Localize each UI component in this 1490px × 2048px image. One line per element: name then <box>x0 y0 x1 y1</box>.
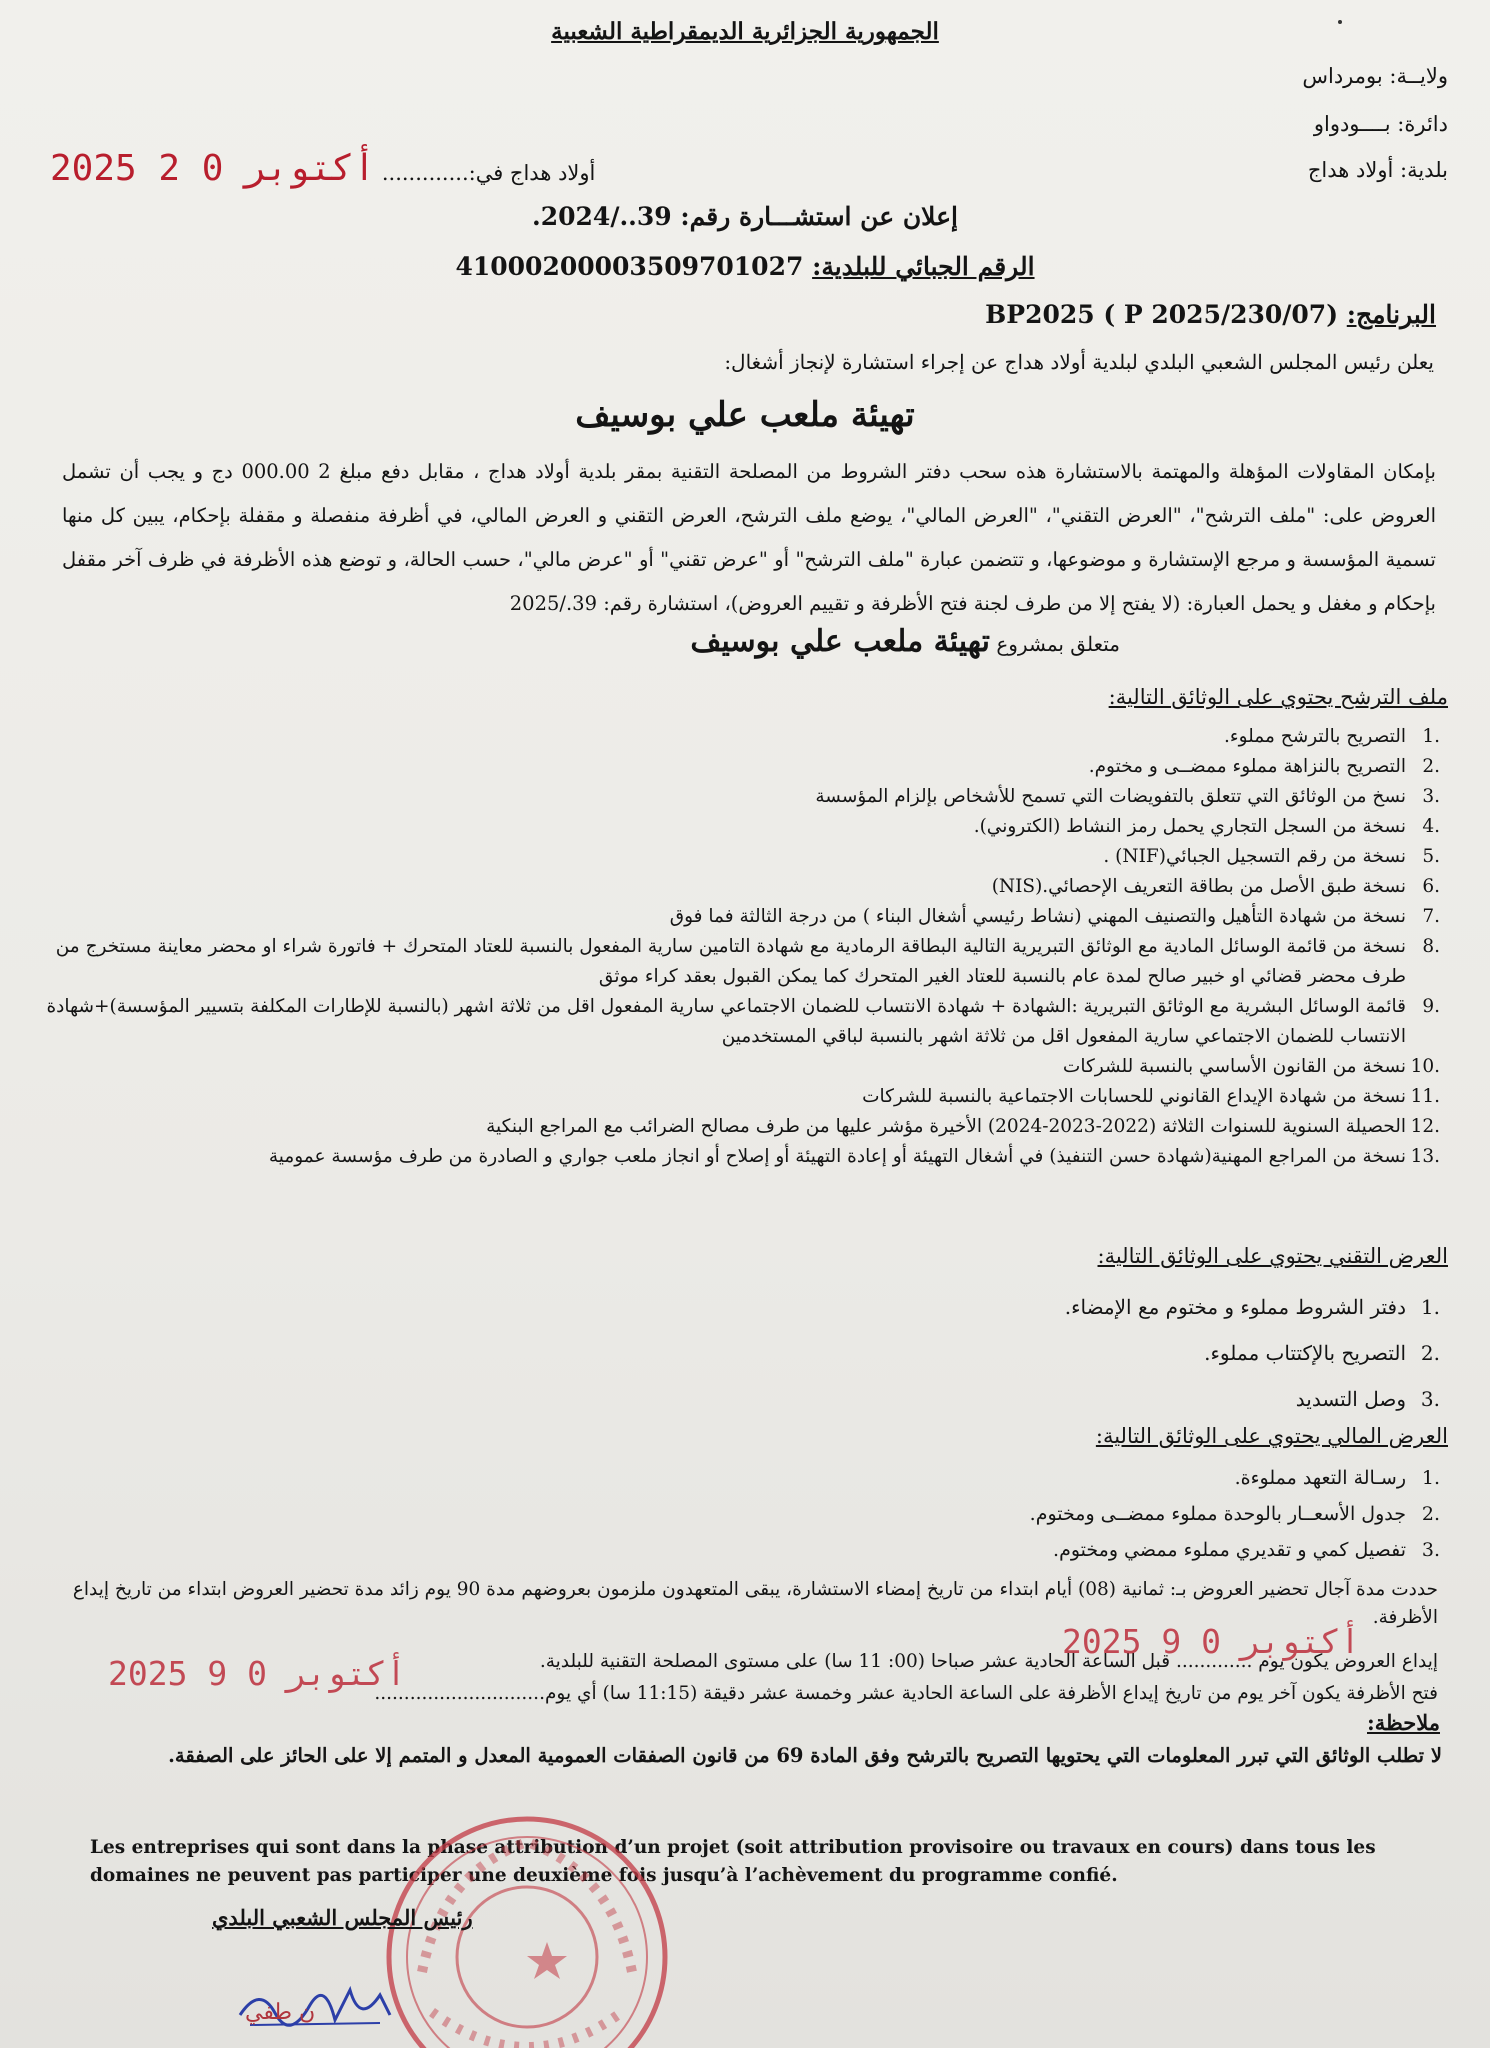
republic-header: الجمهورية الجزائرية الديمقراطية الشعبية <box>551 18 939 45</box>
note-title: ملاحظة: <box>1367 1710 1440 1735</box>
daira-line: دائرة: بــــودواو <box>1313 112 1448 136</box>
list-item: .1 رسـالة التعهد مملوءة. <box>1234 1467 1440 1489</box>
concern-line <box>690 624 1120 659</box>
list-item: .2 التصريح بالإكتتاب مملوء. <box>1204 1341 1440 1365</box>
deadline-opening: فتح الأظرفة يكون آخر يوم من تاريخ إيداع الأظرفة على الساعة الحادية عشر وخمسة عشر دقيقة (11:15 سا) أي يوم............................. <box>374 1683 1438 1704</box>
wilaya-line: ولايــة: بومرداس <box>1302 64 1448 88</box>
list-item: .3 وصل التسديد <box>1295 1387 1440 1411</box>
french-note: Les entreprises qui sont dans la phase attribution d’un projet (soit attribution provisoire ou travaux en cours) dans tous les domaines ne peuvent pas participer une deuxième fois jusqu’à l’achèvement du programme confié. <box>90 1837 1376 1886</box>
list-item: .9 قائمة الوسائل البشرية مع الوثائق التبريرية :الشهادة + شهادة الانتساب للضمان الاجتماعي سارية المفعول اقل من ثلاثة اشهر (بالنسبة للإطارات المكلفة بتسيير المؤسسة)+شهادة الانتساب للضمان الاجتماعي سارية المفعول اقل من ثلاثة اشهر بالنسبة لباقي المستخدمين <box>46 996 1440 1047</box>
date-line <box>50 148 595 189</box>
tax-number-line <box>0 252 1490 281</box>
list-item: .4 نسخة من السجل التجاري يحمل رمز النشاط (الكتروني). <box>973 816 1440 837</box>
official-stamp-icon <box>382 1812 672 2048</box>
date-stamp: 2025 أكتوبر 0 2 <box>50 148 376 189</box>
intro-text: يعلن رئيس المجلس الشعبي البلدي لبلدية أولاد هداج عن إجراء استشارة لإنجاز أشغال: <box>724 350 1434 374</box>
list-item: .2 التصريح بالنزاهة مملوء ممضــى و مختوم. <box>1088 756 1440 777</box>
opening-date-stamp: 2025 أكتوبر 0 9 <box>108 1654 407 1693</box>
date-label: أولاد هداج في:............. <box>381 161 596 185</box>
program-line <box>985 300 1436 329</box>
signature-title: رئيس المجلس الشعبي البلدي <box>212 1905 473 1930</box>
list-item: .2 جدول الأسعــار بالوحدة مملوء ممضــى ومختوم. <box>1029 1503 1440 1525</box>
program-label: البرنامج: <box>1346 300 1436 329</box>
list-item: .7 نسخة من شهادة التأهيل والتصنيف المهني (نشاط رئيسي أشغال البناء ) من درجة الثالثة فما فوق <box>669 906 1440 927</box>
list-item: .11 نسخة من شهادة الإيداع القانوني للحسابات الاجتماعية بالنسبة للشركات <box>862 1086 1440 1107</box>
tax-number-label: الرقم الجبائي للبلدية: <box>812 252 1035 281</box>
announcement-title: إعلان عن استشـــارة رقم: 39../2024. <box>532 202 958 231</box>
candidature-list <box>44 722 1440 1172</box>
list-item: .1 التصريح بالترشح مملوء. <box>1224 726 1440 747</box>
concern-label: متعلق بمشروع <box>996 632 1120 656</box>
list-item: .12 الحصيلة السنوية للسنوات الثلاثة (2022-2023-2024) الأخيرة مؤشر عليها من طرف مصالح الضرائب مع المراجع البنكية <box>486 1116 1440 1137</box>
deadline-deposit: إيداع العروض يكون يوم ............. قبل الساعة الحادية عشر صباحا (00: 11 سا) على مستوى المصلحة التقنية للبلدية. <box>539 1651 1438 1672</box>
main-paragraph: بإمكان المقاولات المؤهلة والمهتمة بالاستشارة هذه سحب دفتر الشروط من المصلحة التقنية بمقر بلدية أولاد هداج ، مقابل دفع مبلغ 2 000.00 دج و يجب أن تشمل العروض على: "ملف الترشح"، "العرض التقني"، "العرض المالي"، يوضع ملف الترشح، العرض التقني و العرض المالي، في أظرفة منفصلة و مقفلة بإحكام، يبين كل منها تسمية المؤسسة و مرجع الإستشارة و موضوعها، و تتضمن عبارة "ملف الترشح" أو "عرض تقني" أو "عرض مالي"، حسب الحالة، و توضع هذه الأظرفة في ظرف آخر مقفل بإحكام و مغفل و يحمل العبارة: (لا يفتح إلا من طرف لجنة فتح الأظرفة و تقييم العروض)، استشارة رقم: 39./2025 <box>62 460 1436 615</box>
list-item: .8 نسخة من قائمة الوسائل المادية مع الوثائق التبريرية التالية البطاقة الرمادية مع شهادة التامين سارية المفعول بالنسبة للعتاد المتحرك + فاتورة شراء او محضر معاينة مستخرج من طرف محضر قضائي او خبير صالح لمدة عام بالنسبة للعتاد الغير المتحرك كما يمكن القبول بعقد كراء موثق <box>55 936 1440 987</box>
candidature-title: ملف الترشح يحتوي على الوثائق التالية: <box>1108 685 1448 709</box>
project-title: تهيئة ملعب علي بوسيف <box>575 395 915 435</box>
financial-list <box>400 1460 1440 1568</box>
technical-title: العرض التقني يحتوي على الوثائق التالية: <box>1097 1244 1448 1268</box>
program-value: BP2025 ( P 2025/230/07) <box>985 300 1339 329</box>
list-item: .3 نسخ من الوثائق التي تتعلق بالتفويضات التي تسمح للأشخاص بإلزام المؤسسة <box>815 786 1440 807</box>
list-item: .5 نسخة من رقم التسجيل الجبائي(NIF) . <box>1103 846 1440 867</box>
list-item: .1 دفتر الشروط مملوء و مختوم مع الإمضاء. <box>1064 1295 1440 1319</box>
list-item: .3 تفصيل كمي و تقديري مملوء ممضي ومختوم. <box>1053 1539 1440 1561</box>
deadline-preparation: حددت مدة آجال تحضير العروض بـ: ثمانية (08) أيام ابتداء من تاريخ إمضاء الاستشارة، يبقى المتعهدون ملزمون بعروضهم مدة 90 يوم زائد مدة تحضير العروض ابتداء من تاريخ إيداع الأظرفة. <box>72 1579 1438 1628</box>
commune-line: بلدية: أولاد هداج <box>1307 158 1448 182</box>
list-item: .10 نسخة من القانون الأساسي بالنسبة للشركات <box>1062 1056 1440 1077</box>
technical-list <box>400 1284 1440 1422</box>
deposit-date-stamp: 2025 أكتوبر 0 9 <box>1062 1622 1361 1661</box>
concern-project: تهيئة ملعب علي بوسيف <box>690 624 990 659</box>
list-item: .6 نسخة طبق الأصل من بطاقة التعريف الإحصائي.(NIS) <box>991 876 1440 897</box>
list-item: .13 نسخة من المراجع المهنية(شهادة حسن التنفيذ) في أشغال التهيئة أو إعادة التهيئة أو إصلاح أو انجاز ملعب جواري و الصادرة من طرف مؤسسة عمومية <box>268 1146 1440 1167</box>
note-body: لا تطلب الوثائق التي تبرر المعلومات التي يحتويها التصريح بالترشح وفق المادة 69 من قانون الصفقات العمومية المعدل و المتمم إلا على الحائز على الصفقة. <box>168 1744 1442 1767</box>
signature-name: ن طفي <box>245 2000 316 2025</box>
tax-number-value: 410002000035097010​27 <box>455 252 804 281</box>
financial-title: العرض المالي يحتوي على الوثائق التالية: <box>1095 1424 1448 1448</box>
